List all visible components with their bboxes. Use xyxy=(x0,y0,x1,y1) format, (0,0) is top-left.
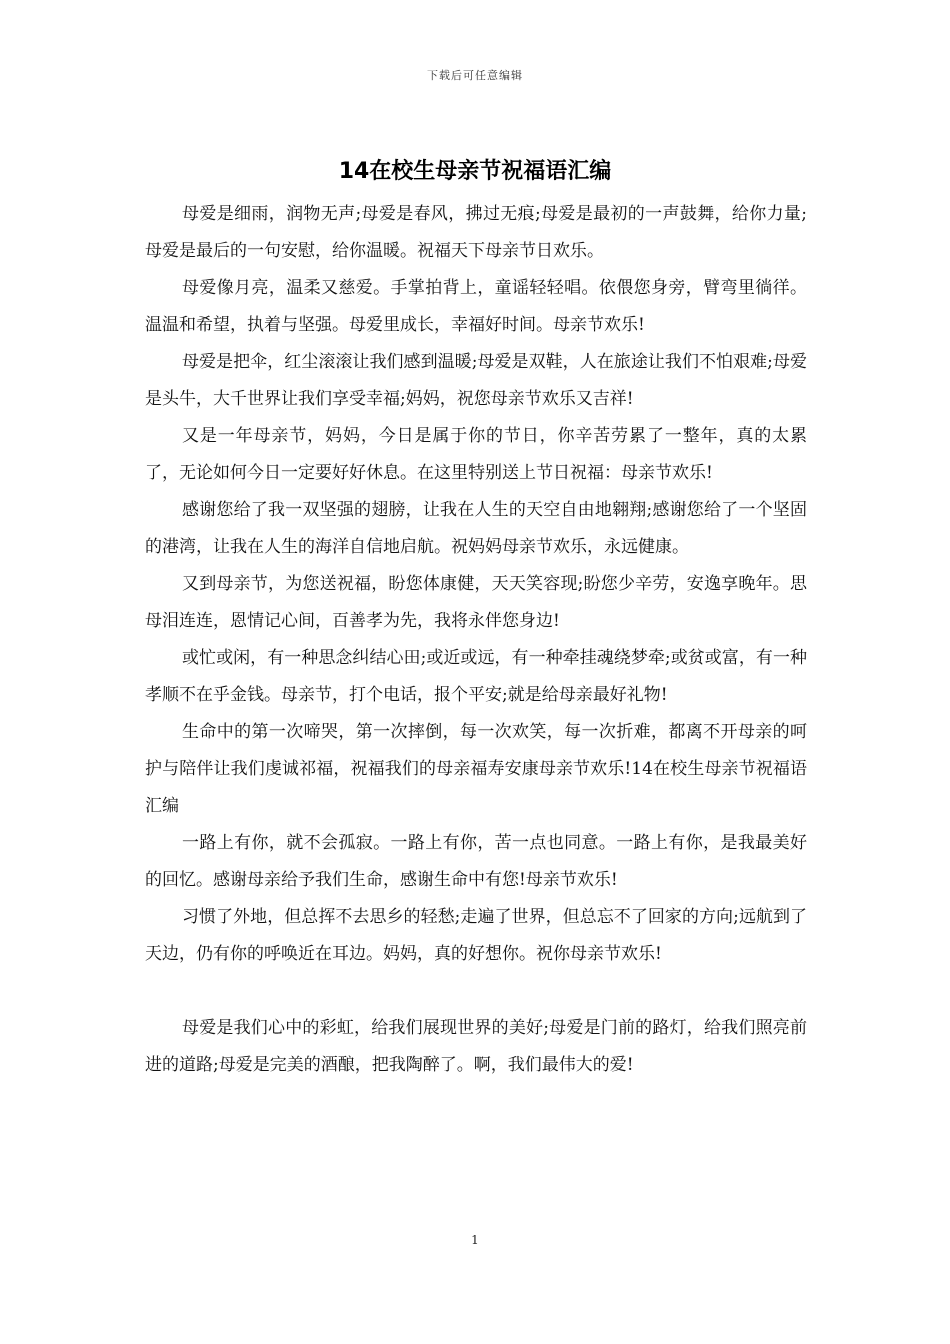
paragraph: 母爱是细雨，润物无声;母爱是春风，拂过无痕;母爱是最初的一声鼓舞，给你力量;母爱是最后的一句安慰，给你温暖。祝福天下母亲节日欢乐。 xyxy=(145,204,807,261)
paragraph: 一路上有你，就不会孤寂。一路上有你，苦一点也同意。一路上有你，是我最美好的回忆。感谢母亲给予我们生命，感谢生命中有您!母亲节欢乐! xyxy=(145,833,807,890)
document-body xyxy=(145,196,807,1084)
paragraph: 生命中的第一次啼哭，第一次摔倒，每一次欢笑，每一次折难，都离不开母亲的呵护与陪伴让我们虔诚祁福，祝福我们的母亲福寿安康母亲节欢乐!14在校生母亲节祝福语汇编 xyxy=(145,722,807,816)
paragraph: 母爱是我们心中的彩虹，给我们展现世界的美好;母爱是门前的路灯，给我们照亮前进的道路;母爱是完美的酒酿，把我陶醉了。啊，我们最伟大的爱! xyxy=(145,1018,807,1075)
page-title: 14在校生母亲节祝福语汇编 xyxy=(338,159,612,184)
header-note: 下载后可任意编辑 xyxy=(427,69,523,82)
paragraph: 习惯了外地，但总挥不去思乡的轻愁;走遍了世界，但总忘不了回家的方向;远航到了天边，仍有你的呼唤近在耳边。妈妈，真的好想你。祝你母亲节欢乐! xyxy=(145,907,807,964)
page-number: 1 xyxy=(471,1233,479,1247)
paragraph: 母爱是把伞，红尘滚滚让我们感到温暖;母爱是双鞋，人在旅途让我们不怕艰难;母爱是头牛，大千世界让我们享受幸福;妈妈，祝您母亲节欢乐又吉祥! xyxy=(145,352,807,409)
paragraph: 又是一年母亲节，妈妈，今日是属于你的节日，你辛苦劳累了一整年，真的太累了，无论如何今日一定要好好休息。在这里特别送上节日祝福：母亲节欢乐! xyxy=(145,426,807,483)
paragraph: 又到母亲节，为您送祝福，盼您体康健，天天笑容现;盼您少辛劳，安逸享晚年。思母泪连连，恩情记心间，百善孝为先，我将永伴您身边! xyxy=(145,574,807,631)
paragraph: 或忙或闲，有一种思念纠结心田;或近或远，有一种牵挂魂绕梦牵;或贫或富，有一种孝顺不在乎金钱。母亲节，打个电话，报个平安;就是给母亲最好礼物! xyxy=(145,648,807,705)
paragraph: 感谢您给了我一双坚强的翅膀，让我在人生的天空自由地翱翔;感谢您给了一个坚固的港湾，让我在人生的海洋自信地启航。祝妈妈母亲节欢乐，永远健康。 xyxy=(145,500,807,557)
paragraph: 母爱像月亮，温柔又慈爱。手掌拍背上，童谣轻轻唱。依偎您身旁，臂弯里徜徉。温温和希望，执着与坚强。母爱里成长，幸福好时间。母亲节欢乐! xyxy=(145,278,807,335)
